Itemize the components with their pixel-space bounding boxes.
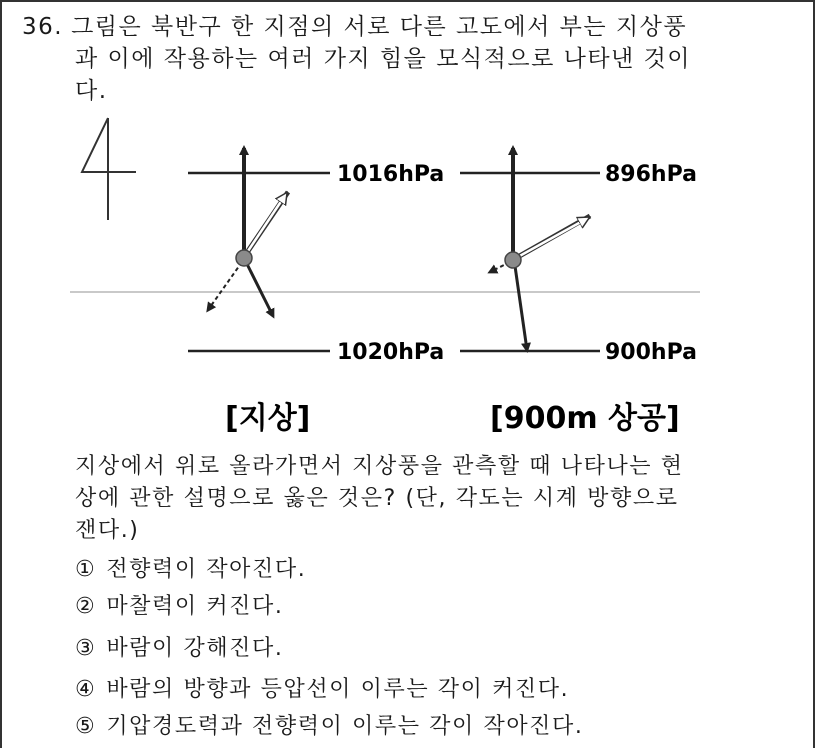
prompt-line-2: 상에 관한 설명으로 옳은 것은? (단, 각도는 시계 방향으로 [75, 486, 679, 511]
prompt-line-3: 잰다.) [75, 518, 140, 543]
option-1[interactable] [75, 555, 306, 585]
question-line-3: 다. [75, 78, 108, 104]
option-1-number: ① [75, 557, 97, 582]
question-line-1 [22, 12, 687, 42]
question-line-2: 과 이에 작용하는 여러 가지 힘을 모식적으로 나타낸 것이 [75, 46, 692, 72]
label-1020hpa: 1020hPa [337, 340, 445, 365]
option-5-text: 기압경도력과 전향력이 이루는 각이 작아진다. [106, 714, 584, 739]
friction-arrow [208, 262, 242, 310]
coriolis-arrow-inner [246, 194, 286, 254]
observation-point-upper [505, 252, 521, 268]
label-900hpa: 900hPa [605, 340, 697, 365]
option-4-number: ④ [75, 677, 97, 702]
option-4[interactable] [75, 675, 569, 705]
caption-surface: [지상] [225, 401, 311, 436]
label-1016hpa: 1016hPa [337, 162, 445, 187]
label-896hpa: 896hPa [605, 162, 697, 187]
option-3-number: ③ [75, 636, 97, 661]
option-4-text: 바람의 방향과 등압선이 이루는 각이 커진다. [106, 677, 570, 702]
option-5-number: ⑤ [75, 714, 97, 739]
wind-arrow [246, 262, 273, 316]
option-2-text: 마찰력이 커진다. [106, 594, 284, 619]
option-1-text: 전향력이 작아진다. [106, 557, 307, 582]
wind-force-figure [60, 110, 710, 440]
wind-arrow-upper [515, 266, 527, 350]
caption-upper: [900m 상공] [490, 401, 680, 436]
observation-point [236, 250, 252, 266]
question-text-1: 그림은 북반구 한 지점의 서로 다른 고도에서 부는 지상풍 [71, 14, 688, 40]
option-2-number: ② [75, 594, 97, 619]
option-3-text: 바람이 강해진다. [106, 636, 284, 661]
option-3[interactable] [75, 634, 283, 664]
question-number: 36. [22, 14, 64, 40]
option-5[interactable] [75, 712, 583, 742]
north-mark [82, 118, 136, 220]
coriolis-arrow-upper-inner [516, 218, 588, 258]
prompt-line-1: 지상에서 위로 올라가면서 지상풍을 관측할 때 나타나는 현 [75, 454, 684, 479]
option-2[interactable] [75, 592, 283, 622]
